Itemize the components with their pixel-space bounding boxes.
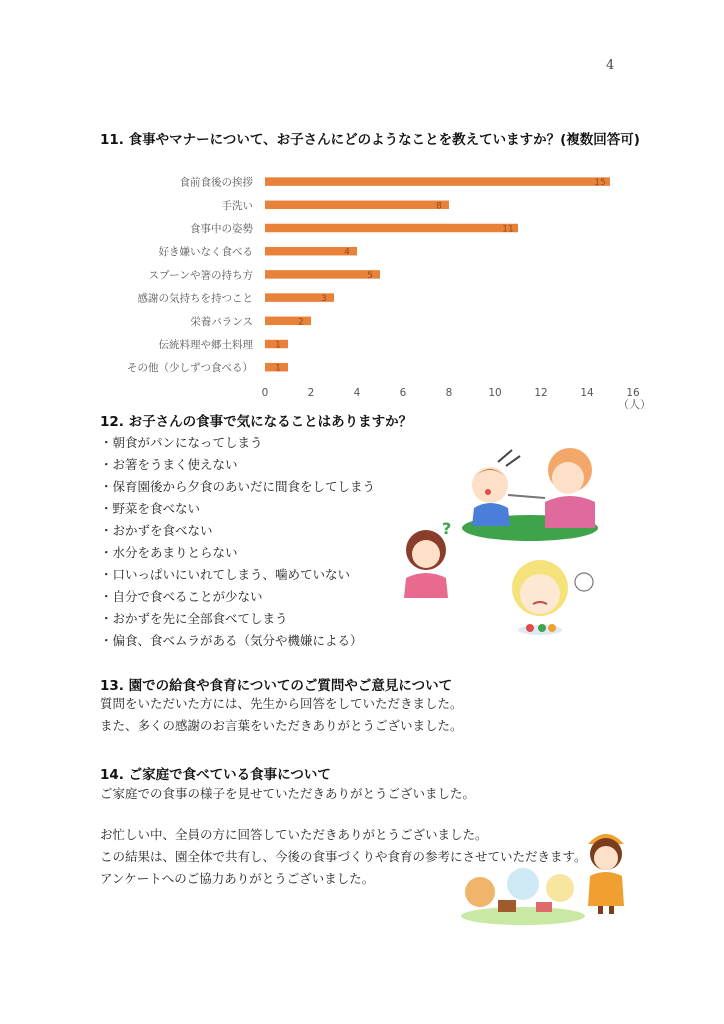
chart-data-label: 15 — [594, 178, 606, 189]
list-item: ・お箸をうまく使えない — [100, 457, 238, 472]
chart-category-label: その他（少しずつ食べる） — [127, 362, 253, 375]
list-item: ・自分で食べることが少ない — [100, 589, 263, 604]
q13-line-1: 質問をいただいた方には、先生から回答をしていただきました。 — [100, 696, 463, 711]
list-item: ・おかずを食べない — [100, 523, 213, 538]
svg-text:?: ? — [442, 520, 452, 538]
puzzled-person-illustration — [398, 520, 458, 600]
chart-category-label: 食前食後の挨拶 — [179, 176, 253, 189]
closing-line-2: この結果は、園全体で共有し、今後の食事づくりや食育の参考にさせていただきます。 — [100, 849, 587, 864]
chart-category-label: 栄養バランス — [190, 315, 253, 328]
chart-tick-label: 12 — [534, 387, 548, 399]
chart-tick-label: 4 — [353, 387, 361, 399]
q14-line: ご家庭での食事の様子を見せていただきありがとうございました。 — [100, 786, 476, 801]
list-item: ・口いっぱいにいれてしまう、噛めていない — [100, 567, 351, 582]
cook-bowing-illustration — [580, 826, 632, 914]
chart-bar — [265, 201, 449, 210]
bar-chart — [100, 164, 660, 412]
closing-line-3: アンケートへのご協力ありがとうございました。 — [100, 871, 375, 886]
chart-bar — [265, 177, 610, 189]
list-item: ・偏食、食べムラがある（気分や機嫌による） — [100, 633, 363, 648]
parent-feeding-child-illustration — [450, 440, 600, 545]
q14-title: 14. ご家庭で食べている食事について — [100, 767, 331, 783]
chart-bar — [265, 224, 518, 233]
list-item: ・野菜を食べない — [100, 501, 201, 516]
chart-data-label: 8 — [436, 201, 442, 212]
chart-category-label: 感謝の気持ちを持つこと — [137, 292, 253, 305]
page-number: 4 — [606, 58, 615, 73]
chart-tick-label: 14 — [580, 387, 594, 399]
list-item: ・保育園後から夕食のあいだに間食をしてしまう — [100, 479, 376, 494]
chart-tick-label: 10 — [488, 387, 502, 399]
chart-data-label: 11 — [502, 224, 514, 235]
chart-data-label: 3 — [321, 294, 327, 305]
q13-line-2: また、多くの感謝のお言葉をいただきありがとうございました。 — [100, 718, 463, 733]
chart-tick-label: 2 — [307, 387, 315, 399]
chart-data-label: 1 — [275, 363, 281, 374]
q12-title: 12. お子さんの食事で気になることはありますか？ — [100, 414, 413, 430]
chart-unit-label: （人） — [618, 398, 651, 411]
chart-data-label: 2 — [298, 317, 304, 328]
chart-data-label: 1 — [275, 340, 281, 351]
chart-data-label: 4 — [344, 247, 350, 258]
chart-tick-label: 16 — [626, 387, 640, 399]
q13-title: 13. 園での給食や食育についてのご質問やご意見について — [100, 678, 453, 694]
chart-tick-label: 0 — [261, 387, 269, 399]
chart-category-label: スプーンや箸の持ち方 — [148, 269, 253, 282]
closing-line-1: お忙しい中、全員の方に回答していただきありがとうございました。 — [100, 827, 488, 842]
chart-tick-label: 8 — [445, 387, 453, 399]
chart-category-label: 伝統料理や郷土料理 — [158, 339, 253, 351]
chart-category-label: 好き嫌いなく食べる — [158, 246, 253, 259]
list-item: ・朝食がパンになってしまう — [100, 435, 263, 450]
list-item: ・おかずを先に全部食べてしまう — [100, 611, 288, 626]
chart-category-label: 手洗い — [221, 199, 253, 212]
chart-data-label: 5 — [367, 270, 373, 281]
chart-tick-label: 6 — [399, 387, 407, 399]
chart-bar — [265, 317, 311, 326]
q11-title: 11. 食事やマナーについて、お子さんにどのようなことを教えていますか？(複数回答可) — [100, 132, 640, 148]
chart-category-label: 食事中の姿勢 — [190, 223, 253, 235]
chart-bar — [265, 270, 380, 279]
list-item: ・水分をあまりとらない — [100, 545, 238, 560]
pouting-child-illustration — [500, 552, 600, 642]
picnic-illustration — [458, 862, 588, 926]
concern-list — [100, 432, 375, 652]
